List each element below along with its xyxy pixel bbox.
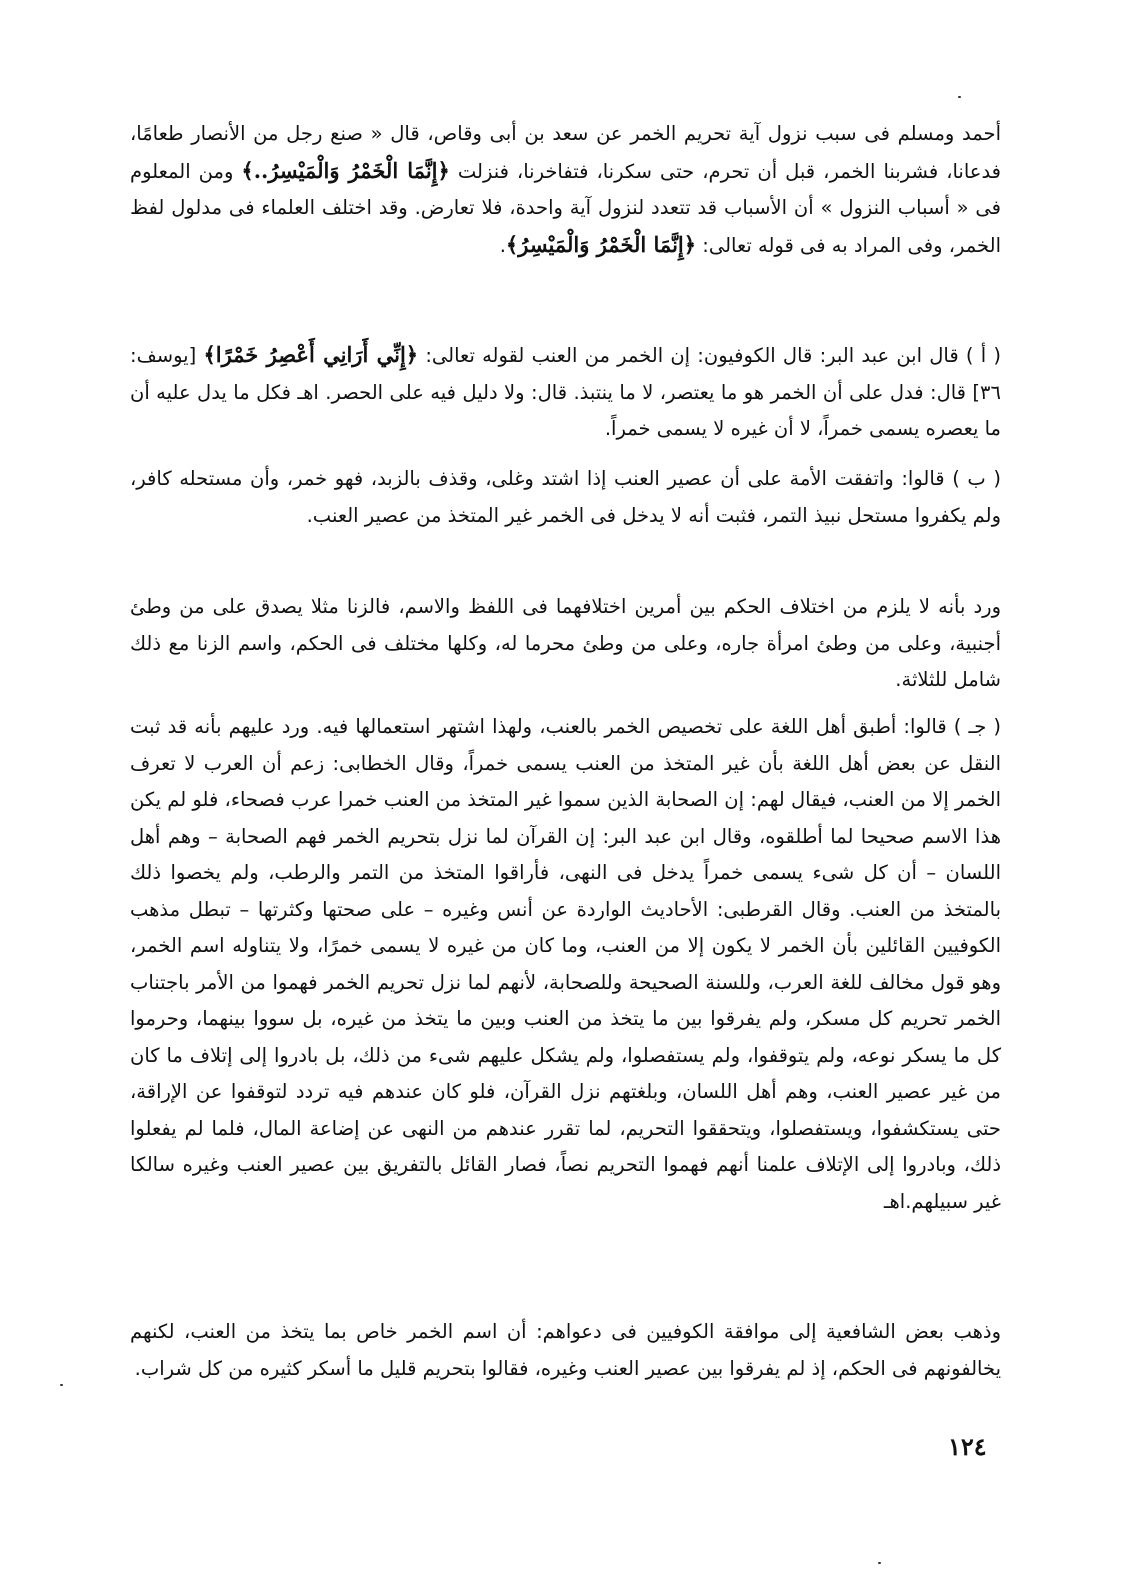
paragraph-2-text-b: [يوسف: ٣٦] قال: فدل على أن الخمر هو ما يعتصر، لا ما ينتبذ. قال: ولا دليل فيه على الحصر. اهـ فكل ما يدل عليه أن ما يعصره يسمى خمراً، لا أن غيره لا يسمى خمراً. (130, 344, 1001, 440)
quran-verse-2: ﴿إِنَّمَا الْخَمْرُ وَالْمَيْسِرُ﴾ (505, 231, 697, 257)
scan-speck (60, 1384, 63, 1386)
paragraph-1-text-b: ومن المعلوم فى « أسباب النزول » أن الأسباب قد تتعدد لنزول آية واحدة، فلا تعارض. وقد اختلف العلماء فى مدلول لفظ الخمر، وفى المراد به فى قوله تعالى: (130, 159, 1001, 257)
paragraph-2-text-a: ( أ ) قال ابن عبد البر: قال الكوفيون: إن الخمر من العنب لقوله تعالى: (418, 344, 1001, 367)
paragraph-6-text: وذهب بعض الشافعية إلى موافقة الكوفيين فى دعواهم: أن اسم الخمر خاص بما يتخذ من العنب، لكنهم يخالفونهم فى الحكم، إذ لم يفرقوا بين عصير العنب وغيره، فقالوا بتحريم قليل ما أسكر كثيره من كل شراب. (130, 1320, 1001, 1380)
paragraph-5-text: ( جـ ) قالوا: أطبق أهل اللغة على تخصيص الخمر بالعنب، ولهذا اشتهر استعمالها فيه. ورد عليهم بأنه قد ثبت النقل عن بعض أهل اللغة بأن غير المتخذ من العنب يسمى خمراً، وقال الخطابى: زعم أن العرب لا تعرف الخمر إلا من العنب، فيقال لهم: إن الصحابة الذين سموا غير المتخذ من العنب خمرا عرب فصحاء، فلو لم يكن هذا الاسم صحيحا لما أطلقوه، وقال ابن عبد البر: إن القرآن لما نزل بتحريم الخمر فهم الصحابة – وهم أهل اللسان – أن كل شىء يسمى خمراً يدخل فى النهى، فأراقوا المتخذ من التمر والرطب، ولم يخصوا ذلك بالمتخذ من العنب. وقال القرطبى: الأحاديث الواردة عن أنس وغيره – على صحتها وكثرتها – تبطل مذهب الكوفيين القائلين بأن الخمر لا يكون إلا من العنب، وما كان من غيره لا يسمى خمرًا، ولا يتناوله اسم الخمر، وهو قول مخالف للغة العرب، وللسنة الصحيحة وللصحابة، لأنهم لما نزل تحريم الخمر فهموا من الأمر باجتناب الخمر تحريم كل مسكر، ولم يفرقوا بين ما يتخذ من العنب وبين ما يتخذ من غيره، بل سووا بينهما، وحرموا كل ما يسكر نوعه، ولم يتوقفوا، ولم يستفصلوا، ولم يشكل عليهم شىء من ذلك، بل بادروا إلى إتلاف ما كان من غير عصير العنب، وهم أهل اللسان، وبلغتهم نزل القرآن، فلو كان عندهم فيه تردد لتوقفوا عن الإراقة، حتى يستكشفوا، ويستفصلوا، ويتحققوا التحريم، لما تقرر عندهم من النهى عن إضاعة المال، فلما لم يفعلوا ذلك، وبادروا إلى الإتلاف علمنا أنهم فهموا التحريم نصاً، فصار القائل بالتفريق بين عصير العنب وغيره سالكا غير سبيلهم.اهـ (130, 715, 1001, 1213)
paragraph-1-text-c: . (499, 233, 506, 257)
scan-speck (958, 96, 961, 98)
quran-verse-3: ﴿إِنِّي أَرَانِي أَعْصِرُ خَمْرًا﴾ (203, 342, 419, 367)
paragraph-6 (130, 1314, 1001, 1387)
paragraph-4 (130, 589, 1001, 699)
paragraph-5 (130, 709, 1001, 1220)
page-number: ١٢٤ (948, 1432, 987, 1461)
quran-verse-1: ﴿إِنَّمَا الْخَمْرُ وَالْمَيْسِرُ..﴾ (241, 157, 450, 183)
scan-speck (878, 1562, 881, 1564)
paragraph-1 (130, 116, 1001, 264)
paragraph-1-text-a: أحمد ومسلم فى سبب نزول آية تحريم الخمر عن سعد بن أبى وقاص، قال « صنع رجل من الأنصار طعامًا، فدعانا، فشربنا الخمر، قبل أن تحرم، حتى سكرنا، فتفاخرنا، فنزلت (130, 122, 1001, 183)
paragraph-3 (130, 461, 1001, 534)
paragraph-4-text: ورد بأنه لا يلزم من اختلاف الحكم بين أمرين اختلافهما فى اللفظ والاسم، فالزنا مثلا يصدق على من وطئ أجنبية، وعلى من وطئ امرأة جاره، وعلى من وطئ محرما له، وكلها مختلف فى الحكم، واسم الزنا مع ذلك شامل للثلاثة. (130, 595, 1001, 691)
paragraph-2 (130, 337, 1001, 448)
paragraph-3-text: ( ب ) قالوا: واتفقت الأمة على أن عصير العنب إذا اشتد وغلى، وقذف بالزبد، فهو خمر، وأن مستحله كافر، ولم يكفروا مستحل نبيذ التمر، فثبت أنه لا يدخل فى الخمر غير المتخذ من عصير العنب. (130, 467, 1001, 527)
